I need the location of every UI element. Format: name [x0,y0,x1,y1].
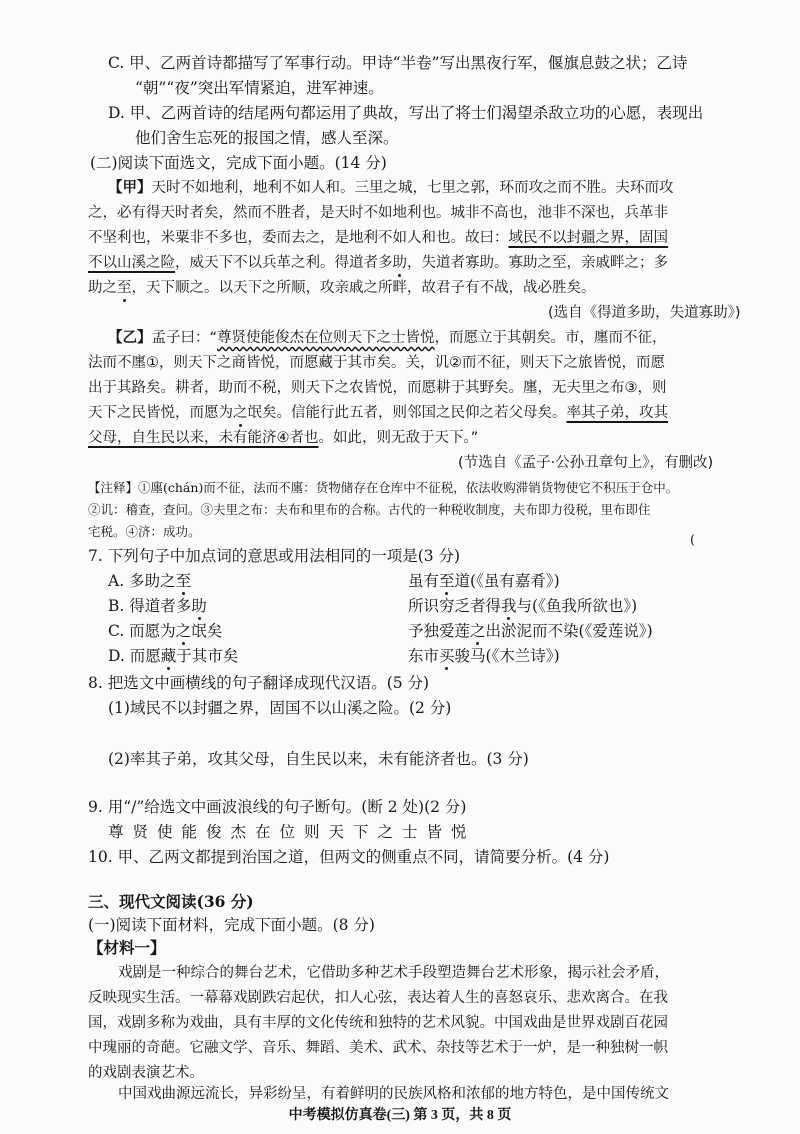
material-1-line1: 戏剧是一种综合的舞台艺术，它借助多种艺术手段塑造舞台艺术形象，揭示社会矛盾， [118,965,669,981]
material-1-line3: 国，戏剧多称为戏曲，具有丰厚的文化传统和独特的艺术风貌。中国戏曲是世界戏剧百花园 [88,1015,668,1031]
yi-dotted-zhi: 之 [233,402,248,424]
material-1-line5: 的戏剧表演艺术。 [88,1065,204,1081]
yi-underlined-sentence-1: 率其子弟，攻其 [566,405,668,421]
yi-line1: 【乙】孟子曰：“尊贤使能俊杰在位则天下之士皆悦，而愿立于其朝矣。市，廛而不征， [108,330,667,346]
yi-source: (节选自《孟子·公孙丑章句上》，有删改) [458,455,714,471]
page-footer: 中考模拟仿真卷(三) 第 3 页，共 8 页 [288,1108,512,1123]
q7-option-a: A. 多助之至 虽有至道(《虽有嘉肴》) [108,572,560,590]
jia-line1: 【甲】天时不如地利，地利不如人和。三里之城，七里之郭，环而攻之而不胜。夫环而攻 [108,180,674,196]
material-1-line6: 中国戏曲源远流长，异彩纷呈，有着鲜明的民族风格和浓郁的地方特色，是中国传统文 [118,1086,669,1102]
q9-stem: 9. 用“/”给选文中画波浪线的句子断句。(断 2 处)(2 分) [88,798,467,816]
material-1-line2: 反映现实生活。一幕幕戏剧跌宕起伏，扣人心弦，表达着人生的喜怒哀乐、悲欢离合。在我 [88,990,668,1006]
jia-tag: 【甲】 [108,180,152,196]
q6-option-d-line2: 他们舍生忘死的报国之情，感人至深。 [135,129,399,147]
q9-sentence: 尊贤使能俊杰在位则天下之士皆悦 [108,823,476,841]
stray-mark: ( [690,533,696,548]
jia-dotted-zhi: 至 [117,277,132,299]
section-3-heading: 三、现代文阅读(36 分) [88,892,254,911]
jia-line2: 之，必有得天时者矣，然而不胜者，是天时不如地利也。城非不高也，池非不深也，兵革非 [88,205,668,221]
yi-underlined-sentence-2: 父母，自生民以来，未有能济④者也 [88,430,319,446]
jia-line5: 助之至，天下顺之。以天下之所顺，攻亲戚之所畔，故君子有不战，战必胜矣。 [88,277,596,299]
q7-option-b: B. 得道者多助 所识穷乏者得我与(《鱼我所欲也》) [108,597,638,615]
notes-line1: 【注释】①廛(chán)而不征，法而不廛：货物储存在仓库中不征税，依法收购滞销货物使它不积压于仓中。 [88,480,679,495]
material-1-label: 【材料一】 [88,938,166,957]
q8-part1: (1)域民不以封疆之界，固国不以山溪之险。(2 分) [108,699,452,717]
q6-option-c-line1: C. 甲、乙两首诗都描写了军事行动。甲诗“半卷”写出黑夜行军，偃旗息鼓之状；乙诗 [108,54,688,72]
yi-line2: 法而不廛①，则天下之商皆悦，而愿藏于其市矣。关，讥②而不征，则天下之旅皆悦，而愿 [88,355,665,371]
yi-line5: 父母，自生民以来，未有能济④者也。如此，则无敌于天下。” [88,430,479,446]
yi-line3: 出于其路矣。耕者，助而不税，则天下之农皆悦，而愿耕于其野矣。廛，无夫里之布③，则 [88,380,667,396]
q8-stem: 8. 把选文中画横线的句子翻译成现代汉语。(5 分) [88,674,430,692]
jia-dotted-zhu: 助 [393,252,408,274]
q7-stem: 7. 下列句子中加点词的意思或用法相同的一项是(3 分) [88,547,461,565]
section-2-heading: (二)阅读下面选文，完成下面小题。(14 分) [90,154,387,172]
q6-option-d-line1: D. 甲、乙两首诗的结尾两句都运用了典故，写出了将士们渴望杀敌立功的心愿，表现出 [108,104,704,122]
q8-part2: (2)率其子弟，攻其父母，自生民以来，未有能济者也。(3 分) [108,750,529,768]
yi-wavy-sentence: 尊贤使能俊杰在位则天下之士皆悦 [217,330,435,346]
q6-option-c-line2: “朝”“夜”突出军情紧迫，进军神速。 [135,79,384,97]
section-3-subheading: (一)阅读下面材料，完成下面小题。(8 分) [88,916,375,934]
jia-line4: 不以山溪之险，威天下不以兵革之利。得道者多助，失道者寡助。寡助之至，亲戚畔之；多 [88,252,668,274]
jia-line3: 不坚利也，米粟非不多也，委而去之，是地利不如人和也。故曰：域民不以封疆之界，固国 [88,230,668,246]
yi-line4: 天下之民皆悦，而愿为之氓矣。信能行此五者，则邻国之民仰之若父母矣。率其子弟，攻其 [88,402,668,424]
q10-stem: 10. 甲、乙两文都提到治国之道，但两文的侧重点不同，请简要分析。(4 分) [88,848,610,866]
jia-source: (选自《得道多助，失道寡助》) [548,305,741,321]
q7-option-d: D. 而愿藏于其市矣 东市买骏马(《木兰诗》) [108,647,560,665]
notes-line3: 宅税。④济：成功。 [88,524,201,539]
q7-option-c: C. 而愿为之氓矣 予独爱莲之出淤泥而不染(《爱莲说》) [108,622,653,640]
jia-underlined-sentence-2: 不以山溪之险 [88,255,175,271]
yi-tag: 【乙】 [108,330,152,346]
notes-line2: ②讥：稽查，查问。③夫里之布：夫布和里布的合称。古代的一种税收制度，夫布即力役税，里布即住 [88,502,651,517]
jia-underlined-sentence-1: 域民不以封疆之界，固国 [508,230,668,246]
material-1-line4: 中瑰丽的奇葩。它融文学、音乐、舞蹈、美术、武术、杂技等艺术于一炉，是一种独树一帜 [88,1040,668,1056]
